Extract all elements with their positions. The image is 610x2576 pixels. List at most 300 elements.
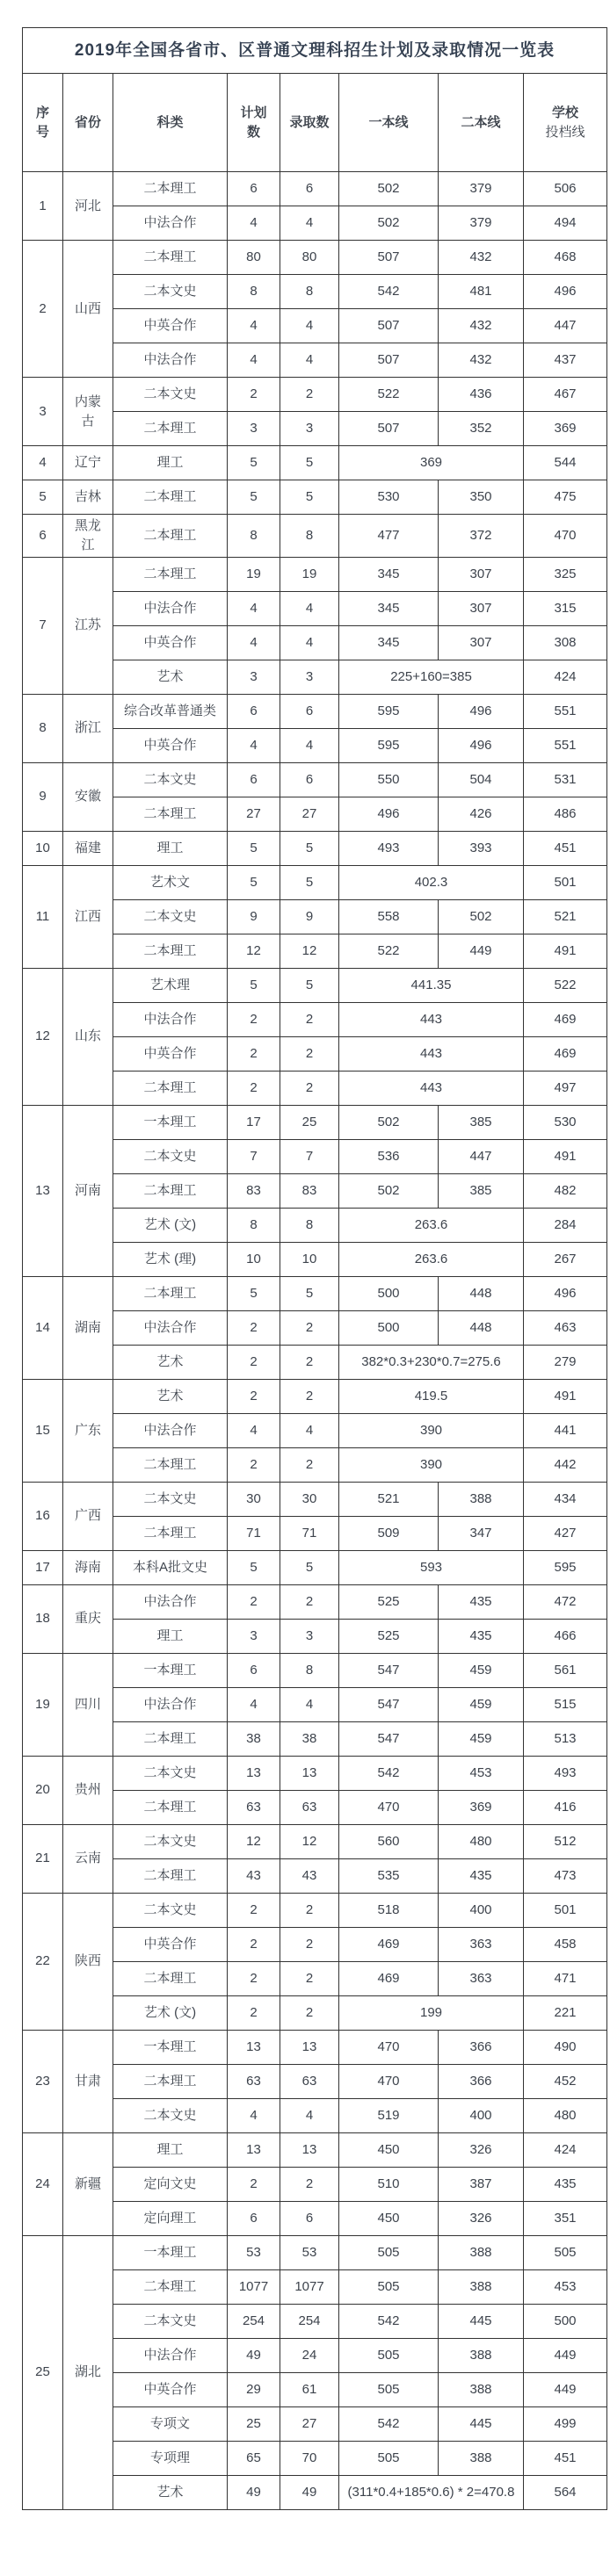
category-cell: 中英合作 bbox=[113, 728, 228, 762]
merged-line-cell: 225+160=385 bbox=[339, 660, 524, 694]
seq-cell: 24 bbox=[23, 2132, 63, 2235]
category-cell: 二本理工 bbox=[113, 241, 228, 275]
seq-cell: 14 bbox=[23, 1276, 63, 1379]
category-cell: 艺术 bbox=[113, 2475, 228, 2509]
admitted-cell: 4 bbox=[280, 1687, 339, 1721]
line2-cell: 459 bbox=[439, 1653, 524, 1687]
category-cell: 理工 bbox=[113, 2132, 228, 2167]
school-line-cell: 453 bbox=[524, 2269, 607, 2304]
admitted-cell: 3 bbox=[280, 660, 339, 694]
table-row bbox=[23, 1105, 607, 1139]
plan-cell: 2 bbox=[228, 1995, 280, 2030]
category-cell: 二本文史 bbox=[113, 1139, 228, 1173]
province-cell: 江苏 bbox=[63, 557, 113, 694]
line1-cell: 558 bbox=[339, 899, 439, 934]
school-line-cell: 435 bbox=[524, 2167, 607, 2201]
school-line-cell: 521 bbox=[524, 899, 607, 934]
category-cell: 中法合作 bbox=[113, 591, 228, 625]
header-row bbox=[23, 74, 607, 172]
admitted-cell: 2 bbox=[280, 1893, 339, 1927]
category-cell: 中法合作 bbox=[113, 1687, 228, 1721]
plan-cell: 6 bbox=[228, 1653, 280, 1687]
plan-cell: 49 bbox=[228, 2338, 280, 2372]
plan-cell: 3 bbox=[228, 412, 280, 446]
school-line-cell: 496 bbox=[524, 275, 607, 309]
school-line-cell: 470 bbox=[524, 515, 607, 558]
line2-cell: 400 bbox=[439, 2098, 524, 2132]
province-cell: 重庆 bbox=[63, 1584, 113, 1653]
school-line-cell: 501 bbox=[524, 1893, 607, 1927]
merged-line-cell: 390 bbox=[339, 1447, 524, 1482]
admitted-cell: 63 bbox=[280, 1790, 339, 1824]
table-row bbox=[23, 515, 607, 558]
line2-cell: 369 bbox=[439, 1790, 524, 1824]
plan-cell: 12 bbox=[228, 1824, 280, 1858]
admitted-cell: 27 bbox=[280, 2406, 339, 2441]
category-cell: 二本文史 bbox=[113, 2098, 228, 2132]
table-row bbox=[23, 1379, 607, 1413]
province-cell: 江西 bbox=[63, 865, 113, 968]
plan-cell: 71 bbox=[228, 1516, 280, 1550]
admitted-cell: 83 bbox=[280, 1173, 339, 1208]
plan-cell: 80 bbox=[228, 241, 280, 275]
plan-cell: 5 bbox=[228, 446, 280, 480]
line2-cell: 385 bbox=[439, 1173, 524, 1208]
admitted-cell: 8 bbox=[280, 515, 339, 558]
line2-cell: 448 bbox=[439, 1276, 524, 1310]
category-cell: 艺术 bbox=[113, 1379, 228, 1413]
col-header-line1: 一本线 bbox=[339, 74, 439, 172]
category-cell: 中法合作 bbox=[113, 1310, 228, 1345]
seq-cell: 13 bbox=[23, 1105, 63, 1276]
seq-cell: 6 bbox=[23, 515, 63, 558]
col-header-plan: 计划数 bbox=[228, 74, 280, 172]
seq-cell: 1 bbox=[23, 172, 63, 241]
line2-cell: 432 bbox=[439, 309, 524, 343]
school-line-cell: 434 bbox=[524, 1482, 607, 1516]
merged-line-cell: 369 bbox=[339, 446, 524, 480]
category-cell: 二本理工 bbox=[113, 1071, 228, 1105]
category-cell: 二本理工 bbox=[113, 1516, 228, 1550]
province-cell: 浙江 bbox=[63, 694, 113, 762]
line2-cell: 432 bbox=[439, 241, 524, 275]
admitted-cell: 13 bbox=[280, 2132, 339, 2167]
school-line-cell: 471 bbox=[524, 1961, 607, 1995]
category-cell: 艺术 (理) bbox=[113, 1242, 228, 1276]
school-line-cell: 469 bbox=[524, 1002, 607, 1036]
province-cell: 广东 bbox=[63, 1379, 113, 1482]
school-line-cell: 491 bbox=[524, 1139, 607, 1173]
line2-cell: 448 bbox=[439, 1310, 524, 1345]
line1-cell: 547 bbox=[339, 1653, 439, 1687]
plan-cell: 2 bbox=[228, 1002, 280, 1036]
line2-cell: 379 bbox=[439, 172, 524, 206]
line2-cell: 502 bbox=[439, 899, 524, 934]
seq-cell: 5 bbox=[23, 480, 63, 515]
table-row bbox=[23, 172, 607, 206]
table-body bbox=[23, 172, 607, 2510]
school-line-cell: 494 bbox=[524, 206, 607, 241]
table-row bbox=[23, 480, 607, 515]
line1-cell: 542 bbox=[339, 1756, 439, 1790]
category-cell: 二本文史 bbox=[113, 1482, 228, 1516]
admitted-cell: 9 bbox=[280, 899, 339, 934]
category-cell: 二本理工 bbox=[113, 412, 228, 446]
province-cell: 山东 bbox=[63, 968, 113, 1105]
seq-cell: 18 bbox=[23, 1584, 63, 1653]
admitted-cell: 13 bbox=[280, 1756, 339, 1790]
line1-cell: 518 bbox=[339, 1893, 439, 1927]
line2-cell: 387 bbox=[439, 2167, 524, 2201]
admitted-cell: 5 bbox=[280, 865, 339, 899]
plan-cell: 9 bbox=[228, 899, 280, 934]
line1-cell: 450 bbox=[339, 2201, 439, 2235]
seq-cell: 11 bbox=[23, 865, 63, 968]
line1-cell: 502 bbox=[339, 1173, 439, 1208]
school-line-cell: 452 bbox=[524, 2064, 607, 2098]
line1-cell: 530 bbox=[339, 480, 439, 515]
seq-cell: 17 bbox=[23, 1550, 63, 1584]
plan-cell: 49 bbox=[228, 2475, 280, 2509]
admitted-cell: 49 bbox=[280, 2475, 339, 2509]
school-line-cell: 490 bbox=[524, 2030, 607, 2064]
category-cell: 理工 bbox=[113, 1619, 228, 1653]
line2-cell: 435 bbox=[439, 1619, 524, 1653]
province-cell: 山西 bbox=[63, 241, 113, 378]
table-row bbox=[23, 694, 607, 728]
line2-cell: 372 bbox=[439, 515, 524, 558]
admitted-cell: 80 bbox=[280, 241, 339, 275]
plan-cell: 5 bbox=[228, 968, 280, 1002]
school-line-cell: 486 bbox=[524, 797, 607, 831]
category-cell: 定向理工 bbox=[113, 2201, 228, 2235]
seq-cell: 22 bbox=[23, 1893, 63, 2030]
line2-cell: 326 bbox=[439, 2201, 524, 2235]
admitted-cell: 8 bbox=[280, 1653, 339, 1687]
plan-cell: 12 bbox=[228, 934, 280, 968]
admitted-cell: 4 bbox=[280, 2098, 339, 2132]
col-header-admitted: 录取数 bbox=[280, 74, 339, 172]
category-cell: 本科A批文史 bbox=[113, 1550, 228, 1584]
admitted-cell: 5 bbox=[280, 446, 339, 480]
seq-cell: 25 bbox=[23, 2235, 63, 2509]
admitted-cell: 71 bbox=[280, 1516, 339, 1550]
col-header-school bbox=[524, 74, 607, 172]
table-row bbox=[23, 1482, 607, 1516]
seq-cell: 10 bbox=[23, 831, 63, 865]
school-line-cell: 467 bbox=[524, 378, 607, 412]
admitted-cell: 8 bbox=[280, 275, 339, 309]
category-cell: 艺术 bbox=[113, 660, 228, 694]
plan-cell: 2 bbox=[228, 1584, 280, 1619]
line2-cell: 385 bbox=[439, 1105, 524, 1139]
line2-cell: 426 bbox=[439, 797, 524, 831]
admitted-cell: 19 bbox=[280, 557, 339, 591]
admitted-cell: 2 bbox=[280, 1447, 339, 1482]
table-row bbox=[23, 2132, 607, 2167]
line2-cell: 459 bbox=[439, 1721, 524, 1756]
admitted-cell: 2 bbox=[280, 1345, 339, 1379]
category-cell: 艺术文 bbox=[113, 865, 228, 899]
line2-cell: 366 bbox=[439, 2030, 524, 2064]
line1-cell: 507 bbox=[339, 412, 439, 446]
merged-line-cell: 263.6 bbox=[339, 1242, 524, 1276]
plan-cell: 38 bbox=[228, 1721, 280, 1756]
plan-cell: 19 bbox=[228, 557, 280, 591]
school-line-cell: 505 bbox=[524, 2235, 607, 2269]
admitted-cell: 254 bbox=[280, 2304, 339, 2338]
category-cell: 二本理工 bbox=[113, 1447, 228, 1482]
category-cell: 二本文史 bbox=[113, 1824, 228, 1858]
category-cell: 中英合作 bbox=[113, 1036, 228, 1071]
province-cell: 甘肃 bbox=[63, 2030, 113, 2132]
merged-line-cell: 199 bbox=[339, 1995, 524, 2030]
school-line-cell: 501 bbox=[524, 865, 607, 899]
admitted-cell: 4 bbox=[280, 625, 339, 660]
plan-cell: 25 bbox=[228, 2406, 280, 2441]
merged-line-cell: 443 bbox=[339, 1071, 524, 1105]
admitted-cell: 5 bbox=[280, 1276, 339, 1310]
category-cell: 二本理工 bbox=[113, 1721, 228, 1756]
table-row bbox=[23, 1584, 607, 1619]
col-header-category: 科类 bbox=[113, 74, 228, 172]
school-line-cell: 284 bbox=[524, 1208, 607, 1242]
plan-cell: 4 bbox=[228, 206, 280, 241]
category-cell: 二本理工 bbox=[113, 797, 228, 831]
line1-cell: 505 bbox=[339, 2372, 439, 2406]
plan-cell: 2 bbox=[228, 1310, 280, 1345]
province-cell: 云南 bbox=[63, 1824, 113, 1893]
plan-cell: 8 bbox=[228, 275, 280, 309]
school-line-cell: 499 bbox=[524, 2406, 607, 2441]
province-cell: 湖南 bbox=[63, 1276, 113, 1379]
table-row bbox=[23, 2235, 607, 2269]
line2-cell: 388 bbox=[439, 2372, 524, 2406]
admitted-cell: 13 bbox=[280, 2030, 339, 2064]
province-cell: 河北 bbox=[63, 172, 113, 241]
school-line-cell: 544 bbox=[524, 446, 607, 480]
line1-cell: 496 bbox=[339, 797, 439, 831]
province-cell: 河南 bbox=[63, 1105, 113, 1276]
line2-cell: 388 bbox=[439, 2269, 524, 2304]
plan-cell: 27 bbox=[228, 797, 280, 831]
seq-cell: 4 bbox=[23, 446, 63, 480]
school-line-cell: 480 bbox=[524, 2098, 607, 2132]
school-line-cell: 351 bbox=[524, 2201, 607, 2235]
line2-cell: 436 bbox=[439, 378, 524, 412]
plan-cell: 4 bbox=[228, 591, 280, 625]
category-cell: 中英合作 bbox=[113, 2372, 228, 2406]
admitted-cell: 2 bbox=[280, 378, 339, 412]
line2-cell: 496 bbox=[439, 728, 524, 762]
table-row bbox=[23, 2030, 607, 2064]
admitted-cell: 53 bbox=[280, 2235, 339, 2269]
school-line-cell: 458 bbox=[524, 1927, 607, 1961]
admitted-cell: 7 bbox=[280, 1139, 339, 1173]
admitted-cell: 27 bbox=[280, 797, 339, 831]
merged-line-cell: 441.35 bbox=[339, 968, 524, 1002]
school-line-cell: 551 bbox=[524, 694, 607, 728]
admitted-cell: 2 bbox=[280, 1584, 339, 1619]
category-cell: 二本文史 bbox=[113, 762, 228, 797]
plan-cell: 63 bbox=[228, 2064, 280, 2098]
school-line-cell: 493 bbox=[524, 1756, 607, 1790]
plan-cell: 17 bbox=[228, 1105, 280, 1139]
school-line-cell: 515 bbox=[524, 1687, 607, 1721]
line1-cell: 547 bbox=[339, 1687, 439, 1721]
school-line-cell: 512 bbox=[524, 1824, 607, 1858]
plan-cell: 5 bbox=[228, 1276, 280, 1310]
table-row bbox=[23, 446, 607, 480]
line2-cell: 449 bbox=[439, 934, 524, 968]
plan-cell: 13 bbox=[228, 2030, 280, 2064]
line1-cell: 450 bbox=[339, 2132, 439, 2167]
seq-cell: 12 bbox=[23, 968, 63, 1105]
line1-cell: 595 bbox=[339, 694, 439, 728]
school-line-cell: 472 bbox=[524, 1584, 607, 1619]
admitted-cell: 63 bbox=[280, 2064, 339, 2098]
seq-cell: 23 bbox=[23, 2030, 63, 2132]
table-row bbox=[23, 1653, 607, 1687]
admitted-cell: 2 bbox=[280, 1002, 339, 1036]
category-cell: 二本理工 bbox=[113, 1276, 228, 1310]
line1-cell: 470 bbox=[339, 2064, 439, 2098]
line1-cell: 502 bbox=[339, 172, 439, 206]
province-cell: 陕西 bbox=[63, 1893, 113, 2030]
col-header-province: 省份 bbox=[63, 74, 113, 172]
school-line-cell: 564 bbox=[524, 2475, 607, 2509]
line2-cell: 459 bbox=[439, 1687, 524, 1721]
admitted-cell: 2 bbox=[280, 1927, 339, 1961]
table-row bbox=[23, 241, 607, 275]
province-cell: 内蒙古 bbox=[63, 378, 113, 446]
province-cell: 贵州 bbox=[63, 1756, 113, 1824]
line2-cell: 453 bbox=[439, 1756, 524, 1790]
line1-cell: 525 bbox=[339, 1619, 439, 1653]
school-line-cell: 595 bbox=[524, 1550, 607, 1584]
school-line-cell: 325 bbox=[524, 557, 607, 591]
admitted-cell: 5 bbox=[280, 1550, 339, 1584]
school-line-cell: 447 bbox=[524, 309, 607, 343]
plan-cell: 1077 bbox=[228, 2269, 280, 2304]
line1-cell: 505 bbox=[339, 2338, 439, 2372]
line1-cell: 507 bbox=[339, 241, 439, 275]
school-line-cell: 424 bbox=[524, 660, 607, 694]
school-line-cell: 469 bbox=[524, 1036, 607, 1071]
plan-cell: 43 bbox=[228, 1858, 280, 1893]
category-cell: 艺术理 bbox=[113, 968, 228, 1002]
category-cell: 二本理工 bbox=[113, 2064, 228, 2098]
school-line-cell: 369 bbox=[524, 412, 607, 446]
category-cell: 艺术 bbox=[113, 1345, 228, 1379]
admitted-cell: 10 bbox=[280, 1242, 339, 1276]
school-line-cell: 482 bbox=[524, 1173, 607, 1208]
line2-cell: 352 bbox=[439, 412, 524, 446]
line1-cell: 525 bbox=[339, 1584, 439, 1619]
category-cell: 二本理工 bbox=[113, 557, 228, 591]
plan-cell: 4 bbox=[228, 309, 280, 343]
category-cell: 二本文史 bbox=[113, 1756, 228, 1790]
school-line-cell: 531 bbox=[524, 762, 607, 797]
admitted-cell: 6 bbox=[280, 172, 339, 206]
line2-cell: 435 bbox=[439, 1858, 524, 1893]
school-line-cell: 267 bbox=[524, 1242, 607, 1276]
line2-cell: 388 bbox=[439, 2338, 524, 2372]
school-line-cell: 315 bbox=[524, 591, 607, 625]
school-line-cell: 424 bbox=[524, 2132, 607, 2167]
admitted-cell: 8 bbox=[280, 1208, 339, 1242]
school-line-cell: 468 bbox=[524, 241, 607, 275]
admitted-cell: 4 bbox=[280, 343, 339, 378]
category-cell: 理工 bbox=[113, 831, 228, 865]
table-row bbox=[23, 831, 607, 865]
line1-cell: 502 bbox=[339, 1105, 439, 1139]
plan-cell: 83 bbox=[228, 1173, 280, 1208]
province-cell: 安徽 bbox=[63, 762, 113, 831]
admitted-cell: 5 bbox=[280, 480, 339, 515]
admitted-cell: 43 bbox=[280, 1858, 339, 1893]
merged-line-cell: 402.3 bbox=[339, 865, 524, 899]
admitted-cell: 4 bbox=[280, 591, 339, 625]
admitted-cell: 4 bbox=[280, 309, 339, 343]
line2-cell: 400 bbox=[439, 1893, 524, 1927]
admitted-cell: 38 bbox=[280, 1721, 339, 1756]
category-cell: 理工 bbox=[113, 446, 228, 480]
line1-cell: 469 bbox=[339, 1961, 439, 1995]
category-cell: 中法合作 bbox=[113, 1002, 228, 1036]
school-line-cell: 491 bbox=[524, 934, 607, 968]
plan-cell: 4 bbox=[228, 343, 280, 378]
admitted-cell: 24 bbox=[280, 2338, 339, 2372]
admitted-cell: 1077 bbox=[280, 2269, 339, 2304]
province-cell: 湖北 bbox=[63, 2235, 113, 2509]
line2-cell: 350 bbox=[439, 480, 524, 515]
category-cell: 中英合作 bbox=[113, 1927, 228, 1961]
table-row bbox=[23, 865, 607, 899]
line1-cell: 536 bbox=[339, 1139, 439, 1173]
table-row bbox=[23, 1893, 607, 1927]
plan-cell: 3 bbox=[228, 660, 280, 694]
school-line-cell: 466 bbox=[524, 1619, 607, 1653]
plan-cell: 2 bbox=[228, 1379, 280, 1413]
line2-cell: 347 bbox=[439, 1516, 524, 1550]
category-cell: 艺术 (文) bbox=[113, 1995, 228, 2030]
category-cell: 二本理工 bbox=[113, 1790, 228, 1824]
line2-cell: 363 bbox=[439, 1927, 524, 1961]
category-cell: 二本文史 bbox=[113, 1893, 228, 1927]
school-line-cell: 416 bbox=[524, 1790, 607, 1824]
admitted-cell: 3 bbox=[280, 1619, 339, 1653]
seq-cell: 7 bbox=[23, 557, 63, 694]
admitted-cell: 2 bbox=[280, 1379, 339, 1413]
plan-cell: 2 bbox=[228, 378, 280, 412]
plan-cell: 5 bbox=[228, 831, 280, 865]
line2-cell: 445 bbox=[439, 2406, 524, 2441]
seq-cell: 20 bbox=[23, 1756, 63, 1824]
table-title: 2019年全国各省市、区普通文理科招生计划及录取情况一览表 bbox=[23, 28, 607, 74]
category-cell: 中英合作 bbox=[113, 625, 228, 660]
plan-cell: 2 bbox=[228, 2167, 280, 2201]
line1-cell: 502 bbox=[339, 206, 439, 241]
line2-cell: 307 bbox=[439, 591, 524, 625]
plan-cell: 6 bbox=[228, 762, 280, 797]
plan-cell: 6 bbox=[228, 172, 280, 206]
table-row bbox=[23, 762, 607, 797]
line1-cell: 522 bbox=[339, 378, 439, 412]
admitted-cell: 2 bbox=[280, 1995, 339, 2030]
table-row bbox=[23, 1756, 607, 1790]
seq-cell: 8 bbox=[23, 694, 63, 762]
